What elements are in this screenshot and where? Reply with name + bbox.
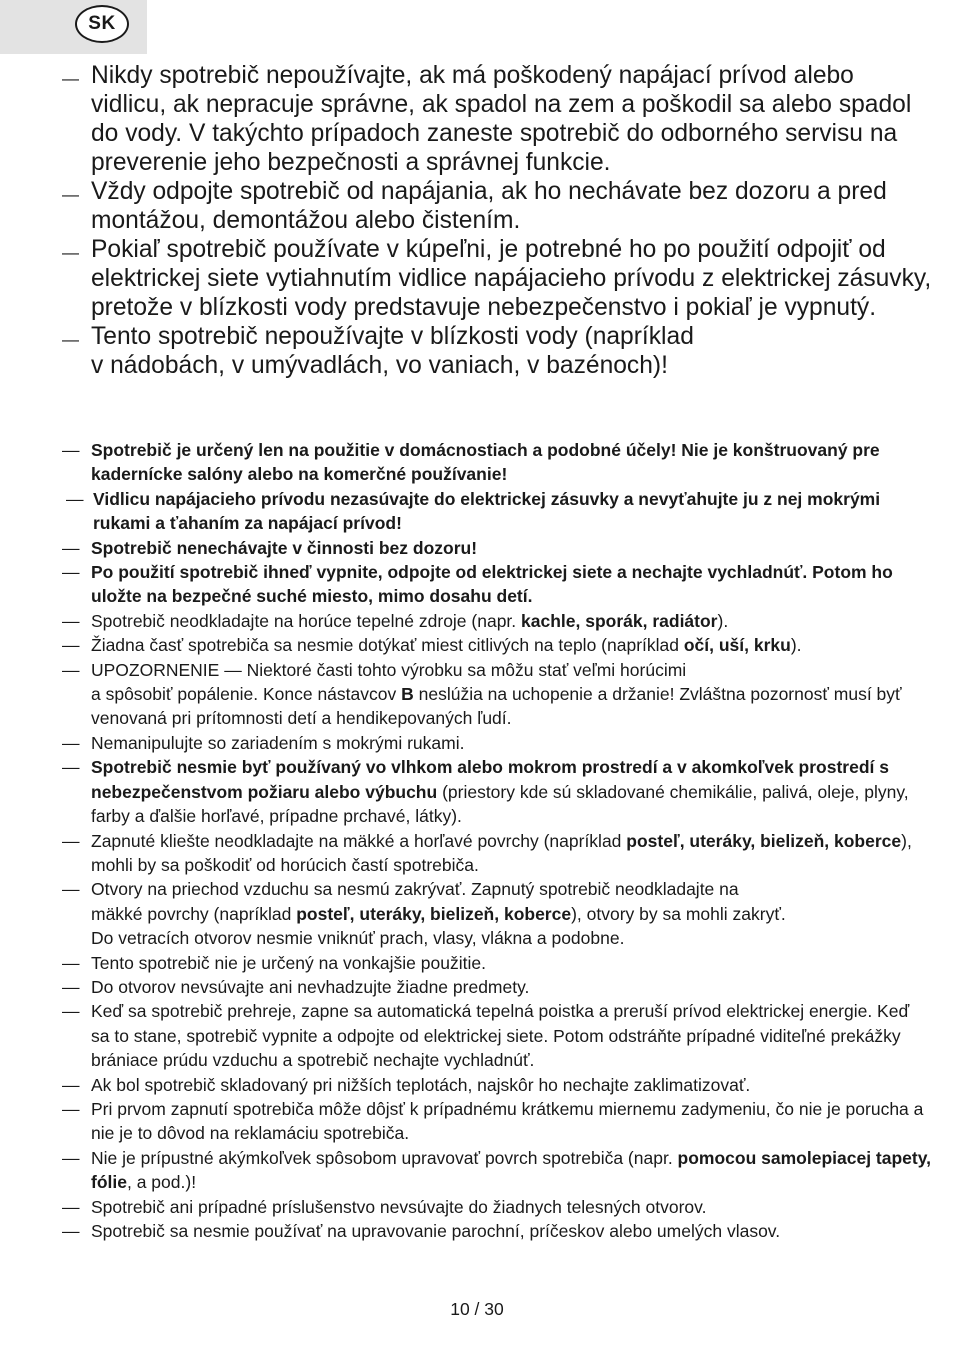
list-item	[62, 560, 932, 609]
list-item-text	[91, 733, 464, 753]
text: Spotrebič neodkladajte na horúce tepelné zdroje (napr.	[91, 610, 522, 631]
bold-text: posteľ, uteráky, bielizeň, koberce	[626, 830, 902, 851]
text: neslúžia na uchopenie a držanie! Zvláštna pozornosť musí byť venovaná pri prítomnosti detí a hendikepovaných ľudí.	[91, 684, 902, 729]
dash-bullet: —	[62, 562, 80, 583]
dash-bullet: —	[62, 243, 79, 262]
list-item	[62, 536, 932, 560]
list-item	[62, 731, 932, 755]
list-item-text	[91, 178, 887, 234]
text: Otvory na priechod vzduchu sa nesmú zakrývať. Zapnutý spotrebič neodkladajte na	[91, 879, 739, 900]
text: Pri prvom zapnutí spotrebiča môže dôjsť k prípadnému krátkemu miernemu zadymeniu, čo nie je porucha a nie je to dôvod na reklamáciu spotrebiča.	[91, 1098, 924, 1144]
list-item	[62, 1146, 932, 1195]
list-item	[62, 999, 932, 1072]
list-item-text	[91, 757, 909, 826]
list-item	[62, 609, 932, 633]
list-item-text	[91, 1221, 780, 1241]
text: Žiadna časť spotrebiča sa nesmie dotýkať miest citlivých na teplo (napríklad	[91, 635, 684, 656]
bold-text: B	[401, 684, 414, 705]
list-item	[62, 1219, 932, 1243]
text: Ak bol spotrebič skladovaný pri nižších teplotách, najskôr ho nechajte zaklimatizovať.	[91, 1074, 751, 1095]
text: a spôsobiť popálenie. Konce nástavcov	[91, 684, 402, 705]
text: Spotrebič ani prípadné príslušenstvo nevsúvajte do žiadnych telesných otvorov.	[91, 1196, 707, 1217]
text: , a pod.)!	[126, 1172, 197, 1193]
text: Keď sa spotrebič prehreje, zapne sa automatická tepelná poistka a preruší prívod elektrickej energie. Keď sa to stane, spotrebič vypnite a odpojte od elektrickej siete. Potom odstráňte prípadné viditeľné prekážky brániace prúdu vzduchu a spotrebič nechajte vychladnúť.	[91, 1001, 910, 1071]
list-item-text	[91, 1099, 923, 1143]
bold-text: Spotrebič nesmie byť používaný vo vlhkom alebo mokrom prostredí a v akomkoľvek prostredí s nebezpečenstvom požiaru alebo výbuchu	[91, 757, 890, 802]
text: Nikdy spotrebič nepoužívajte, ak má poškodený napájací prívod alebo vidlicu, ak nepracuje správne, ak spadol na zem a poškodil sa alebo spadol do vody. V takýchto prípadoch zaneste spotrebič do odborného servisu na preverenie jeho bezpečnosti a správnej funkcie.	[91, 62, 912, 176]
list-item	[62, 1097, 932, 1146]
list-item-text	[91, 1197, 706, 1217]
dash-bullet: —	[62, 879, 80, 900]
list-item	[62, 755, 932, 828]
dash-bullet: —	[62, 952, 80, 973]
language-badge: SK	[75, 5, 129, 43]
bold-text: Spotrebič nenechávajte v činnosti bez dozoru!	[91, 537, 478, 558]
text: Do vetracích otvorov nesmie vniknúť prach, vlasy, vlákna a podobne.	[91, 928, 625, 949]
dash-bullet: —	[62, 185, 79, 204]
text: Nie je prípustné akýmkoľvek spôsobom upravovať povrch spotrebiča (napr.	[91, 1147, 678, 1168]
dash-bullet: —	[62, 69, 79, 88]
text: ), otvory by sa mohli zakryť.	[571, 903, 786, 924]
list-item-text	[91, 1075, 750, 1095]
list-item-text	[91, 440, 880, 484]
list-item-text	[91, 487, 932, 536]
dash-bullet: —	[62, 610, 80, 631]
text: Tento spotrebič nepoužívajte v blízkosti vody (napríklad	[91, 323, 694, 350]
page-number: 10 / 30	[450, 1299, 504, 1319]
list-item	[62, 877, 932, 950]
large-warning-list	[62, 61, 932, 380]
list-item-text	[91, 323, 694, 379]
language-tab	[0, 0, 147, 54]
list-item	[62, 322, 932, 380]
dash-bullet: —	[66, 488, 84, 509]
list-item-text	[91, 538, 477, 558]
text: v nádobách, v umývadlách, vo vaniach, v bazénoch)!	[91, 352, 668, 379]
list-item-text	[91, 879, 786, 948]
list-item-text	[91, 236, 931, 321]
list-item	[62, 658, 932, 731]
dash-bullet: —	[62, 1074, 80, 1095]
list-item-text	[91, 660, 902, 729]
dash-bullet: —	[62, 1001, 80, 1022]
list-item-text	[91, 831, 912, 875]
dash-bullet: —	[62, 659, 80, 680]
bold-text: očí, uší, krku	[683, 635, 791, 656]
list-item-text	[91, 611, 728, 631]
list-item-text	[91, 562, 893, 606]
text: Pokiaľ spotrebič používate v kúpeľni, je potrebné ho po použití odpojiť od elektrickej siete vytiahnutím vidlice napájacieho prívodu z elektrickej zásuvky, pretože v blízkosti vody predstavuje nebezpečenstvo i pokiaľ je vypnutý.	[91, 236, 932, 321]
list-item-text	[91, 1001, 909, 1070]
dash-bullet: —	[62, 537, 80, 558]
list-item	[62, 61, 932, 177]
dash-bullet: —	[62, 976, 80, 997]
list-item	[62, 633, 932, 657]
list-item-text	[91, 1148, 931, 1192]
text: ).	[790, 635, 802, 656]
dash-bullet: —	[62, 757, 80, 778]
dash-bullet: —	[62, 1147, 80, 1168]
list-item	[62, 975, 932, 999]
dash-bullet: —	[62, 330, 79, 349]
list-item	[62, 487, 932, 536]
list-item	[62, 235, 932, 322]
dash-bullet: —	[62, 732, 80, 753]
dash-bullet: —	[62, 830, 80, 851]
text: ), mohli by sa poškodiť od horúcich častí spotrebiča.	[91, 830, 912, 875]
bold-text: Vidlicu napájacieho prívodu nezasúvajte do elektrickej zásuvky a nevyťahujte ju z nej mokrými rukami a ťahaním za napájací prívod!	[93, 488, 881, 534]
list-item-text	[91, 635, 802, 655]
dash-bullet: —	[62, 635, 80, 656]
list-item	[62, 829, 932, 878]
text: mäkké povrchy (napríklad	[91, 903, 297, 924]
dash-bullet: —	[62, 1221, 80, 1241]
list-item	[62, 438, 932, 487]
list-item	[62, 1195, 932, 1219]
list-item	[62, 177, 932, 235]
text: Zapnuté kliešte neodkladajte na mäkké a horľavé povrchy (napríklad	[91, 830, 627, 851]
bold-text: kachle, sporák, radiátor	[521, 610, 718, 631]
bold-text: Po použití spotrebič ihneď vypnite, odpojte od elektrickej siete a nechajte vychladnúť. Potom ho uložte na bezpečné suché miesto, mimo dosahu detí.	[91, 562, 893, 607]
text: Vždy odpojte spotrebič od napájania, ak ho nechávate bez dozoru a pred montážou, demontážou alebo čistením.	[91, 178, 887, 234]
bold-text: pomocou samolepiacej tapety, fólie	[91, 1147, 932, 1193]
text: UPOZORNENIE — Niektoré časti tohto výrobku sa môžu stať veľmi horúcimi	[91, 659, 687, 680]
text: (priestory kde sú skladované chemikálie, palivá, oleje, plyny, farby a ďalšie horľavé, prípadne prchavé, látky).	[91, 781, 909, 827]
text: Tento spotrebič nie je určený na vonkajšie použitie.	[91, 952, 486, 973]
text: Do otvorov nevsúvajte ani nevhadzujte žiadne predmety.	[91, 976, 530, 997]
small-warning-list	[62, 438, 932, 1243]
list-item-text	[91, 977, 529, 997]
text: Spotrebič sa nesmie používať na upravovanie parochní, príčeskov alebo umelých vlasov.	[91, 1221, 781, 1241]
list-item-text	[91, 953, 486, 973]
bold-text: Spotrebič je určený len na použitie v domácnostiach a podobné účely! Nie je konštruovaný pre kadernícke salóny alebo na komerčné používanie!	[91, 440, 880, 485]
dash-bullet: —	[62, 1098, 80, 1119]
dash-bullet: —	[62, 440, 80, 460]
text: Nemanipulujte so zariadením s mokrými rukami.	[91, 732, 465, 753]
text: ).	[717, 610, 729, 631]
list-item	[62, 1073, 932, 1097]
bold-text: posteľ, uteráky, bielizeň, koberce	[296, 903, 572, 924]
list-item	[62, 951, 932, 975]
list-item-text	[91, 62, 911, 176]
dash-bullet: —	[62, 1196, 80, 1217]
